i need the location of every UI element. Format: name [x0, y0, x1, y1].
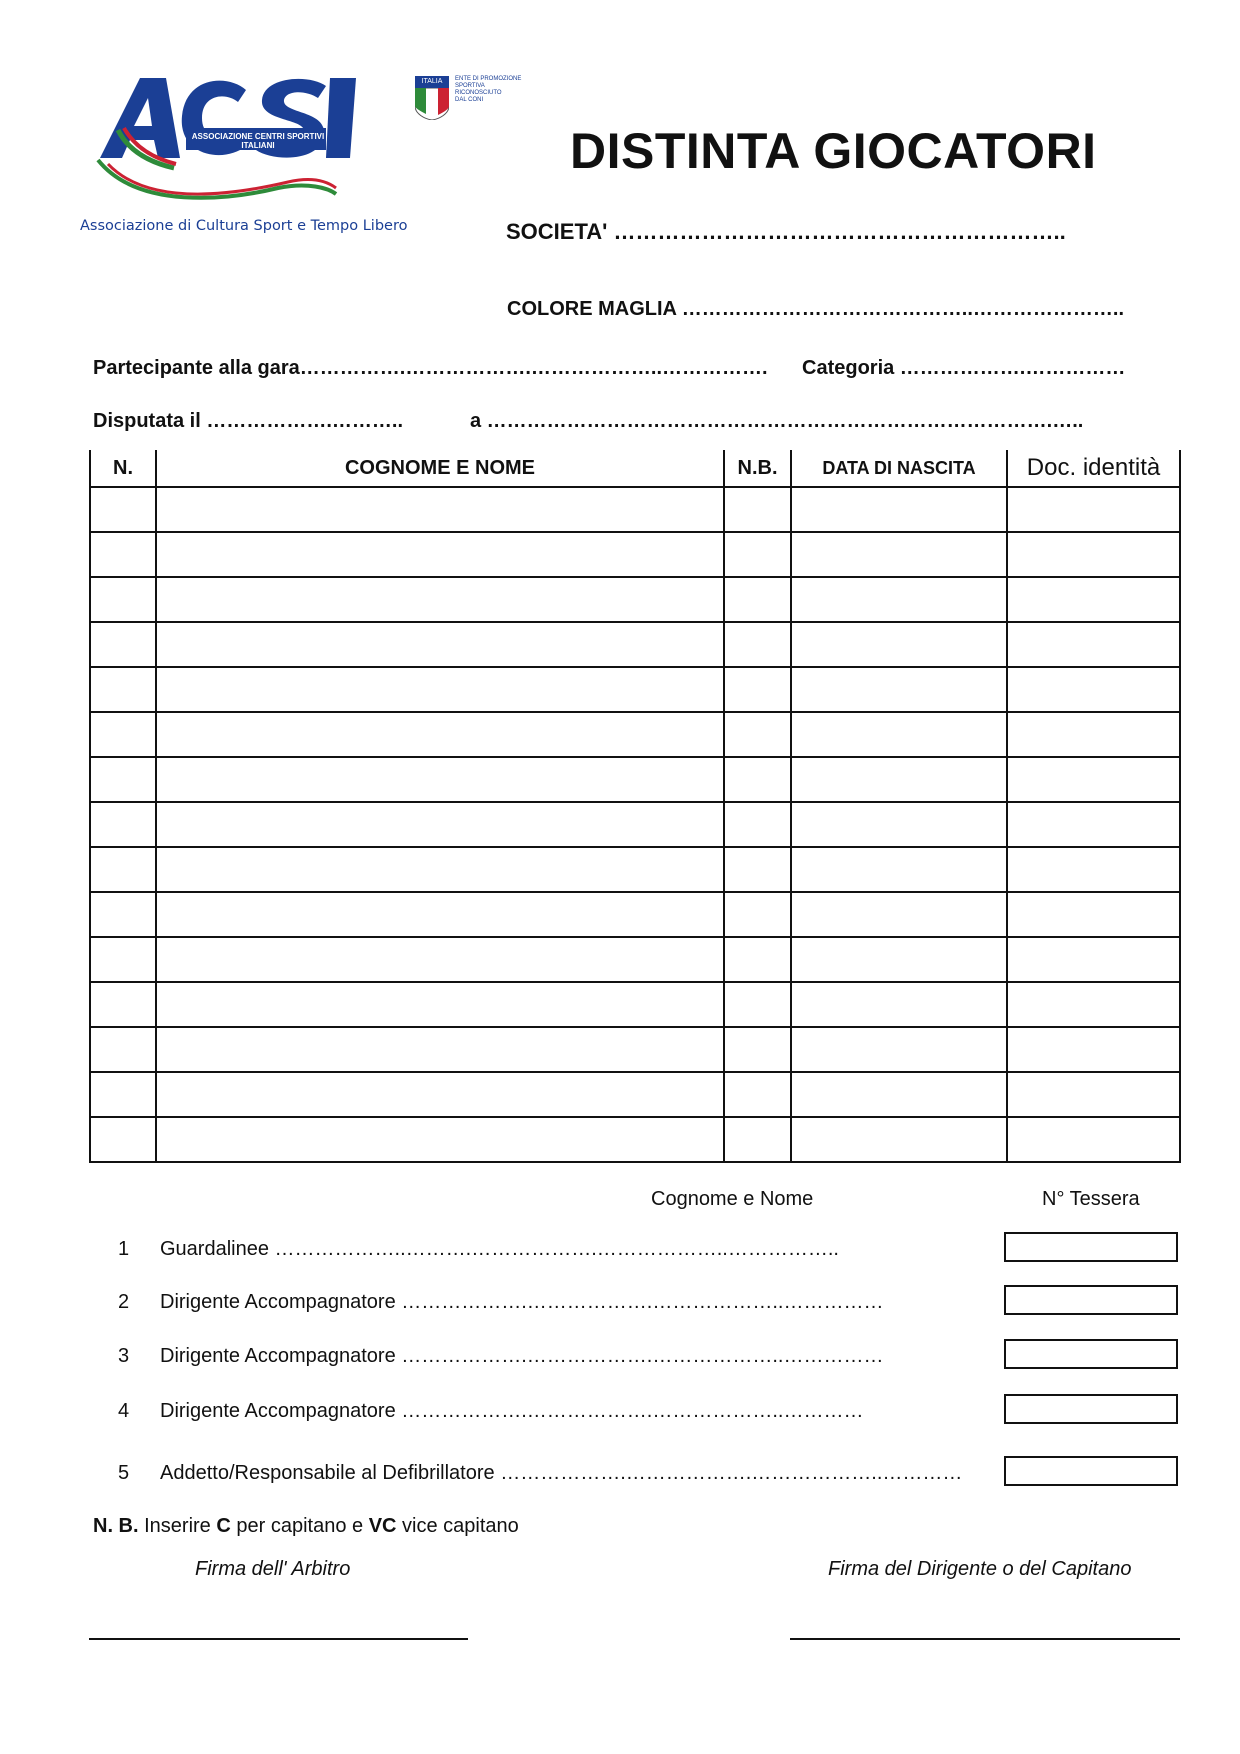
italian-flag-shield-icon	[415, 88, 449, 120]
cell-numero[interactable]	[90, 1072, 156, 1117]
cell-doc-identita[interactable]	[1007, 757, 1180, 802]
header-numero: N.	[90, 450, 156, 487]
disputata-field[interactable]: Disputata il ……………….………..	[93, 410, 404, 432]
cell-nb[interactable]	[724, 532, 791, 577]
cell-numero[interactable]	[90, 757, 156, 802]
coni-badge	[415, 76, 535, 126]
cell-nb[interactable]	[724, 712, 791, 757]
cell-cognome-nome[interactable]	[156, 712, 724, 757]
badge-flag-label: ITALIA	[415, 76, 449, 88]
badge-line-2: SPORTIVA	[455, 83, 485, 89]
cell-cognome-nome[interactable]	[156, 1027, 724, 1072]
cell-doc-identita[interactable]	[1007, 712, 1180, 757]
page-title: DISTINTA GIOCATORI	[570, 123, 1097, 179]
player-rows	[90, 487, 1180, 1162]
cell-data-nascita[interactable]	[791, 802, 1007, 847]
table-row	[90, 667, 1180, 712]
cell-numero[interactable]	[90, 622, 156, 667]
cell-cognome-nome[interactable]	[156, 982, 724, 1027]
cell-doc-identita[interactable]	[1007, 667, 1180, 712]
acsi-logo-graphic	[78, 60, 408, 240]
cell-doc-identita[interactable]	[1007, 982, 1180, 1027]
cell-nb[interactable]	[724, 1072, 791, 1117]
cell-doc-identita[interactable]	[1007, 487, 1180, 532]
staff-guardalinee[interactable]: Guardalinee ………………..……….……………….………………..……………..	[160, 1238, 839, 1260]
cell-doc-identita[interactable]	[1007, 622, 1180, 667]
cell-nb[interactable]	[724, 487, 791, 532]
badge-line-3: RICONOSCIUTO	[455, 90, 502, 96]
cell-numero[interactable]	[90, 892, 156, 937]
staff-defibrillatore[interactable]: Addetto/Responsabile al Defibrillatore ……………….……………….………………..…………	[160, 1462, 963, 1484]
cell-numero[interactable]	[90, 712, 156, 757]
cell-doc-identita[interactable]	[1007, 937, 1180, 982]
cell-nb[interactable]	[724, 577, 791, 622]
tessera-box-1[interactable]	[1004, 1232, 1178, 1262]
badge-line-1: ENTE DI PROMOZIONE	[455, 76, 522, 82]
cell-data-nascita[interactable]	[791, 982, 1007, 1027]
acsi-logo	[78, 60, 408, 240]
cell-cognome-nome[interactable]	[156, 847, 724, 892]
header-cognome-nome: COGNOME E NOME	[156, 450, 724, 487]
cell-cognome-nome[interactable]	[156, 622, 724, 667]
logo-strap-text: ASSOCIAZIONE CENTRI SPORTIVI ITALIANI	[191, 132, 325, 150]
cell-doc-identita[interactable]	[1007, 1072, 1180, 1117]
table-row	[90, 937, 1180, 982]
cell-data-nascita[interactable]	[791, 937, 1007, 982]
cell-nb[interactable]	[724, 892, 791, 937]
table-row	[90, 892, 1180, 937]
cell-data-nascita[interactable]	[791, 892, 1007, 937]
staff-dirigente-1[interactable]: Dirigente Accompagnatore ……………….……………….………………..……………	[160, 1291, 884, 1313]
cell-cognome-nome[interactable]	[156, 1072, 724, 1117]
table-row	[90, 1117, 1180, 1162]
logo-tagline: Associazione di Cultura Sport e Tempo Libero	[80, 218, 408, 234]
staff-num-3: 3	[118, 1345, 130, 1367]
table-row	[90, 847, 1180, 892]
table-row	[90, 577, 1180, 622]
cell-numero[interactable]	[90, 487, 156, 532]
tessera-box-5[interactable]	[1004, 1456, 1178, 1486]
cell-data-nascita[interactable]	[791, 1072, 1007, 1117]
firma-dirigente-label: Firma del Dirigente o del Capitano	[828, 1558, 1132, 1580]
cell-numero[interactable]	[90, 667, 156, 712]
header-doc-identita: Doc. identità	[1007, 450, 1180, 487]
staff-num-2: 2	[118, 1291, 130, 1313]
table-row	[90, 487, 1180, 532]
firma-arbitro-label: Firma dell' Arbitro	[195, 1558, 351, 1580]
cell-cognome-nome[interactable]	[156, 667, 724, 712]
tessera-box-3[interactable]	[1004, 1339, 1178, 1369]
cell-data-nascita[interactable]	[791, 757, 1007, 802]
cell-nb[interactable]	[724, 847, 791, 892]
staff-dirigente-2[interactable]: Dirigente Accompagnatore ……………….……………….………………..……………	[160, 1345, 884, 1367]
cell-numero[interactable]	[90, 937, 156, 982]
staff-num-4: 4	[118, 1400, 130, 1422]
cell-data-nascita[interactable]	[791, 667, 1007, 712]
cell-cognome-nome[interactable]	[156, 1117, 724, 1162]
societa-field[interactable]: SOCIETA' ……………………………………………………..	[506, 219, 1066, 244]
cell-nb[interactable]	[724, 802, 791, 847]
cell-nb[interactable]	[724, 937, 791, 982]
cell-data-nascita[interactable]	[791, 712, 1007, 757]
note-prefix: N. B.	[93, 1515, 139, 1537]
firma-dirigente-line[interactable]	[790, 1638, 1180, 1640]
table-header-row	[90, 450, 1180, 487]
cell-data-nascita[interactable]	[791, 847, 1007, 892]
header-data-nascita: DATA DI NASCITA	[791, 450, 1007, 487]
cell-numero[interactable]	[90, 1117, 156, 1162]
cell-data-nascita[interactable]	[791, 1027, 1007, 1072]
firma-arbitro-line[interactable]	[89, 1638, 468, 1640]
table-row	[90, 712, 1180, 757]
cell-numero[interactable]	[90, 577, 156, 622]
partecipante-field[interactable]: Partecipante alla gara…………….……………….………………..…………….	[93, 357, 768, 379]
table-row	[90, 1072, 1180, 1117]
cell-cognome-nome[interactable]	[156, 892, 724, 937]
cell-nb[interactable]	[724, 622, 791, 667]
cell-cognome-nome[interactable]	[156, 532, 724, 577]
table-row	[90, 622, 1180, 667]
capitano-note	[93, 1515, 519, 1538]
cell-cognome-nome[interactable]	[156, 937, 724, 982]
players-table	[89, 450, 1181, 1163]
cell-data-nascita[interactable]	[791, 1117, 1007, 1162]
note-text-1: Inserire	[138, 1515, 217, 1537]
cell-numero[interactable]	[90, 802, 156, 847]
note-c: C	[216, 1515, 231, 1537]
cell-doc-identita[interactable]	[1007, 577, 1180, 622]
cell-nb[interactable]	[724, 757, 791, 802]
cell-data-nascita[interactable]	[791, 622, 1007, 667]
cell-numero[interactable]	[90, 1027, 156, 1072]
cell-data-nascita[interactable]	[791, 487, 1007, 532]
staff-col-name: Cognome e Nome	[651, 1188, 814, 1210]
colore-maglia-field[interactable]: COLORE MAGLIA ……………………………………..…………………..	[507, 298, 1125, 320]
tessera-box-2[interactable]	[1004, 1285, 1178, 1315]
cell-doc-identita[interactable]	[1007, 1117, 1180, 1162]
cell-cognome-nome[interactable]	[156, 802, 724, 847]
table-row	[90, 1027, 1180, 1072]
cell-cognome-nome[interactable]	[156, 577, 724, 622]
cell-nb[interactable]	[724, 1027, 791, 1072]
cell-doc-identita[interactable]	[1007, 892, 1180, 937]
cell-cognome-nome[interactable]	[156, 757, 724, 802]
staff-num-1: 1	[118, 1238, 130, 1260]
tessera-box-4[interactable]	[1004, 1394, 1178, 1424]
badge-line-4: DAL CONI	[455, 97, 484, 103]
table-row	[90, 982, 1180, 1027]
cell-data-nascita[interactable]	[791, 532, 1007, 577]
cell-nb[interactable]	[724, 982, 791, 1027]
note-text-3: vice capitano	[396, 1515, 519, 1537]
cell-numero[interactable]	[90, 982, 156, 1027]
cell-numero[interactable]	[90, 847, 156, 892]
cell-nb[interactable]	[724, 667, 791, 712]
header-nb: N.B.	[724, 450, 791, 487]
note-vc: VC	[368, 1515, 397, 1537]
cell-doc-identita[interactable]	[1007, 802, 1180, 847]
staff-dirigente-3[interactable]: Dirigente Accompagnatore ……………….……………….………………..…………	[160, 1400, 864, 1422]
cell-nb[interactable]	[724, 1117, 791, 1162]
cell-doc-identita[interactable]	[1007, 532, 1180, 577]
cell-doc-identita[interactable]	[1007, 847, 1180, 892]
cell-numero[interactable]	[90, 532, 156, 577]
table-row	[90, 532, 1180, 577]
cell-doc-identita[interactable]	[1007, 1027, 1180, 1072]
cell-cognome-nome[interactable]	[156, 487, 724, 532]
table-row	[90, 757, 1180, 802]
staff-num-5: 5	[118, 1462, 130, 1484]
categoria-field[interactable]: Categoria ……………….……………	[802, 357, 1126, 379]
staff-col-tessera: N° Tessera	[1042, 1188, 1140, 1210]
note-text-2: per capitano e	[230, 1515, 369, 1537]
cell-data-nascita[interactable]	[791, 577, 1007, 622]
table-row	[90, 802, 1180, 847]
luogo-field[interactable]: a ………………………………………………………………………….…..	[470, 410, 1084, 432]
